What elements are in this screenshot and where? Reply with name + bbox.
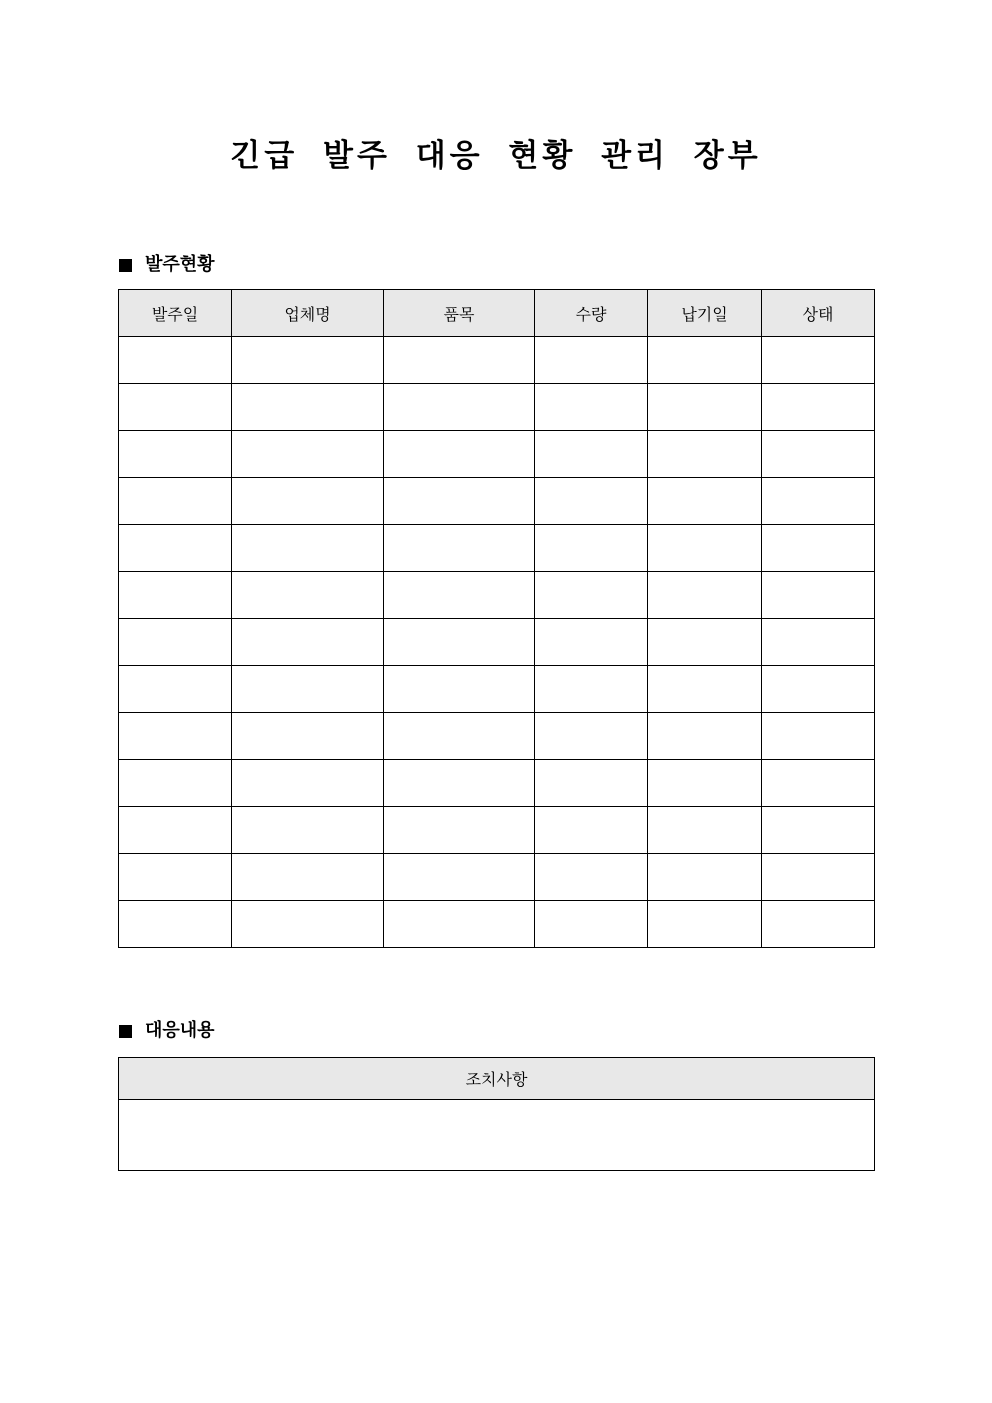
item-cell[interactable] [384,572,535,619]
table-row [119,525,875,572]
table-row [119,901,875,948]
item-cell[interactable] [384,807,535,854]
quantity-cell[interactable] [535,525,648,572]
due-date-cell[interactable] [648,854,762,901]
due-date-cell[interactable] [648,525,762,572]
quantity-cell[interactable] [535,431,648,478]
table-row [119,807,875,854]
response-header-row [119,1058,875,1100]
vendor-cell[interactable] [232,713,384,760]
table-row [119,619,875,666]
item-cell[interactable] [384,384,535,431]
col-header-actions: 조치사항 [119,1058,875,1100]
status-cell[interactable] [762,713,875,760]
status-cell[interactable] [762,854,875,901]
status-cell[interactable] [762,619,875,666]
status-cell[interactable] [762,478,875,525]
table-row [119,760,875,807]
vendor-cell[interactable] [232,854,384,901]
square-bullet-icon [119,1025,132,1038]
order-date-cell[interactable] [119,760,232,807]
quantity-cell[interactable] [535,854,648,901]
vendor-cell[interactable] [232,619,384,666]
status-cell[interactable] [762,431,875,478]
status-cell[interactable] [762,572,875,619]
table-row [119,478,875,525]
due-date-cell[interactable] [648,337,762,384]
item-cell[interactable] [384,713,535,760]
status-cell[interactable] [762,666,875,713]
due-date-cell[interactable] [648,713,762,760]
orders-section-label: 발주현황 [145,254,215,275]
quantity-cell[interactable] [535,572,648,619]
item-cell[interactable] [384,901,535,948]
order-date-cell[interactable] [119,478,232,525]
table-row [119,337,875,384]
table-row [119,854,875,901]
item-cell[interactable] [384,525,535,572]
table-row [119,572,875,619]
quantity-cell[interactable] [535,619,648,666]
status-cell[interactable] [762,760,875,807]
vendor-cell[interactable] [232,807,384,854]
due-date-cell[interactable] [648,901,762,948]
order-date-cell[interactable] [119,619,232,666]
response-section-label: 대응내용 [145,1020,215,1041]
quantity-cell[interactable] [535,666,648,713]
order-date-cell[interactable] [119,384,232,431]
vendor-cell[interactable] [232,337,384,384]
document-title: 긴급 발주 대응 현황 관리 장부 [230,138,762,174]
due-date-cell[interactable] [648,807,762,854]
table-row [119,666,875,713]
table-row [119,713,875,760]
item-cell[interactable] [384,666,535,713]
table-row [119,431,875,478]
order-date-cell[interactable] [119,807,232,854]
item-cell[interactable] [384,337,535,384]
status-cell[interactable] [762,384,875,431]
due-date-cell[interactable] [648,760,762,807]
vendor-cell[interactable] [232,572,384,619]
item-cell[interactable] [384,760,535,807]
due-date-cell[interactable] [648,572,762,619]
item-cell[interactable] [384,431,535,478]
status-cell[interactable] [762,337,875,384]
due-date-cell[interactable] [648,431,762,478]
col-header-vendor: 업체명 [232,290,384,337]
response-row [119,1100,875,1171]
quantity-cell[interactable] [535,901,648,948]
due-date-cell[interactable] [648,619,762,666]
vendor-cell[interactable] [232,384,384,431]
orders-section-heading [119,253,215,277]
order-date-cell[interactable] [119,572,232,619]
order-date-cell[interactable] [119,666,232,713]
quantity-cell[interactable] [535,384,648,431]
col-header-quantity: 수량 [535,290,648,337]
status-cell[interactable] [762,901,875,948]
orders-table [118,289,875,948]
order-date-cell[interactable] [119,901,232,948]
status-cell[interactable] [762,807,875,854]
order-date-cell[interactable] [119,337,232,384]
status-cell[interactable] [762,525,875,572]
vendor-cell[interactable] [232,525,384,572]
orders-header-row [119,290,875,337]
response-table [118,1057,875,1171]
vendor-cell[interactable] [232,666,384,713]
order-date-cell[interactable] [119,713,232,760]
quantity-cell[interactable] [535,713,648,760]
col-header-order-date: 발주일 [119,290,232,337]
vendor-cell[interactable] [232,760,384,807]
quantity-cell[interactable] [535,478,648,525]
col-header-status: 상태 [762,290,875,337]
item-cell[interactable] [384,854,535,901]
due-date-cell[interactable] [648,666,762,713]
vendor-cell[interactable] [232,431,384,478]
col-header-due-date: 납기일 [648,290,762,337]
vendor-cell[interactable] [232,478,384,525]
vendor-cell[interactable] [232,901,384,948]
orders-table-body [119,337,875,948]
order-date-cell[interactable] [119,431,232,478]
item-cell[interactable] [384,619,535,666]
quantity-cell[interactable] [535,807,648,854]
quantity-cell[interactable] [535,337,648,384]
square-bullet-icon [119,259,132,272]
order-date-cell[interactable] [119,854,232,901]
item-cell[interactable] [384,478,535,525]
actions-cell[interactable] [119,1100,875,1171]
order-date-cell[interactable] [119,525,232,572]
response-section-heading [119,1019,215,1043]
due-date-cell[interactable] [648,478,762,525]
due-date-cell[interactable] [648,384,762,431]
table-row [119,384,875,431]
quantity-cell[interactable] [535,760,648,807]
col-header-item: 품목 [384,290,535,337]
